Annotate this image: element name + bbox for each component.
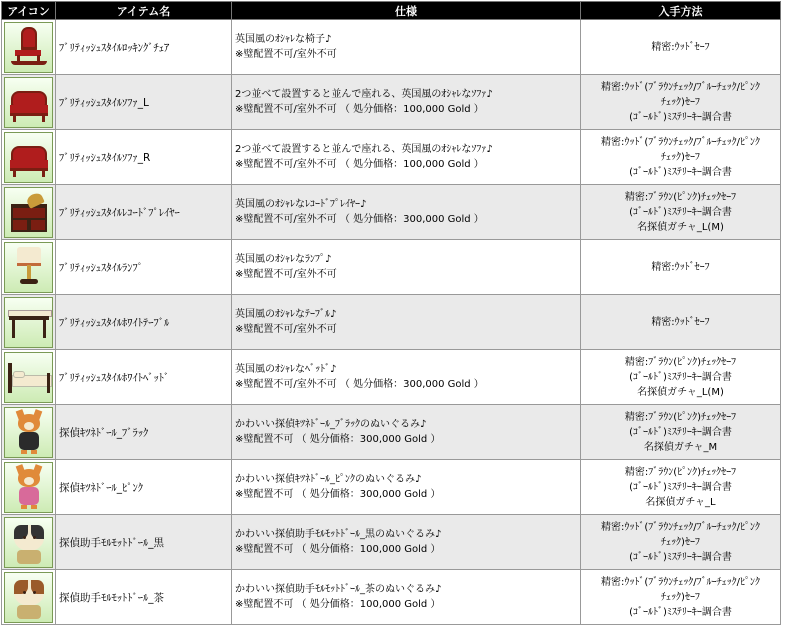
item-obtain — [581, 515, 781, 570]
obtain-line: (ｺﾞｰﾙﾄﾞ)ﾐｽﾃﾘｰｷｰ調合書 — [629, 551, 732, 563]
item-spec — [232, 295, 581, 350]
item-obtain — [581, 240, 781, 295]
spec-line: ※璧配置不可 （ 処分価格：300,000 Gold ） — [235, 434, 441, 445]
table-row — [2, 515, 781, 570]
item-spec — [232, 350, 581, 405]
obtain-line: (ｺﾞｰﾙﾄﾞ)ﾐｽﾃﾘｰｷｰ調合書 — [629, 481, 732, 493]
item-name: 探偵助手ﾓﾙﾓｯﾄﾄﾞｰﾙ_茶 — [56, 570, 232, 625]
header-name: アイテム名 — [56, 2, 232, 20]
item-icon-cell — [2, 75, 56, 130]
item-name: ﾌﾞﾘﾃｨｯｼｭｽﾀｲﾙﾛｯｷﾝｸﾞﾁｪｱ — [56, 20, 232, 75]
obtain-line: 精密:ｳｯﾄﾞｾｰﾌ — [651, 41, 710, 53]
spec-line: ※璧配置不可/室外不可 （ 処分価格：100,000 Gold ） — [235, 159, 484, 170]
table-row — [2, 405, 781, 460]
item-obtain — [581, 130, 781, 185]
spec-line: ※璧配置不可/室外不可 — [235, 269, 337, 280]
obtain-line: 精密:ｳｯﾄﾞ(ﾌﾞﾗｳﾝﾁｪｯｸ/ﾌﾞﾙｰﾁｪｯｸ/ﾋﾟﾝｸ — [600, 521, 760, 533]
table-row — [2, 240, 781, 295]
item-obtain — [581, 460, 781, 515]
item-spec — [232, 405, 581, 460]
item-icon-cell — [2, 405, 56, 460]
spec-line: ※璧配置不可 （ 処分価格：100,000 Gold ） — [235, 544, 441, 555]
item-spec — [232, 20, 581, 75]
obtain-line: (ｺﾞｰﾙﾄﾞ)ﾐｽﾃﾘｰｷｰ調合書 — [629, 206, 732, 218]
item-obtain — [581, 185, 781, 240]
header-spec: 仕様 — [232, 2, 581, 20]
table-row — [2, 295, 781, 350]
table-header-row — [2, 2, 781, 20]
obtain-line: 精密:ﾌﾞﾗｳﾝ(ﾋﾟﾝｸ)ﾁｪｯｸｾｰﾌ — [624, 411, 737, 423]
item-name: 探偵ｷﾂﾈﾄﾞｰﾙ_ﾌﾞﾗｯｸ — [56, 405, 232, 460]
spec-line: かわいい探偵ｷﾂﾈﾄﾞｰﾙ_ﾋﾟﾝｸのぬいぐるみ♪ — [235, 474, 422, 485]
fox-doll-pink-icon — [4, 462, 53, 513]
spec-line: 2つ並べて設置すると並んで座れる、英国風のｵｼｬﾚなｿﾌｧ♪ — [235, 144, 493, 155]
spec-line: 英国風のｵｼｬﾚなﾃｰﾌﾞﾙ♪ — [235, 309, 337, 320]
spec-line: かわいい探偵助手ﾓﾙﾓｯﾄﾄﾞｰﾙ_茶のぬいぐるみ♪ — [235, 584, 442, 595]
spec-line: 英国風のｵｼｬﾚなﾍﾞｯﾄﾞ♪ — [235, 364, 337, 375]
spec-line: 英国風のｵｼｬﾚなﾚｺｰﾄﾞﾌﾟﾚｲﾔｰ♪ — [235, 199, 367, 210]
table-row — [2, 460, 781, 515]
item-spec — [232, 75, 581, 130]
item-name: ﾌﾞﾘﾃｨｯｼｭｽﾀｲﾙﾚｺｰﾄﾞﾌﾟﾚｲﾔｰ — [56, 185, 232, 240]
table-row — [2, 350, 781, 405]
lamp-icon — [4, 242, 53, 293]
obtain-line: ﾁｪｯｸ)ｾｰﾌ — [661, 151, 700, 163]
sofa-icon — [4, 77, 53, 128]
rocking-chair-icon — [4, 22, 53, 73]
item-obtain — [581, 295, 781, 350]
fox-doll-black-icon — [4, 407, 53, 458]
item-spec — [232, 515, 581, 570]
obtain-line: 名探偵ガチャ_L(M) — [637, 221, 724, 233]
obtain-line: (ｺﾞｰﾙﾄﾞ)ﾐｽﾃﾘｰｷｰ調合書 — [629, 111, 732, 123]
spec-line: ※璧配置不可 （ 処分価格：100,000 Gold ） — [235, 599, 441, 610]
spec-line: かわいい探偵ｷﾂﾈﾄﾞｰﾙ_ﾌﾞﾗｯｸのぬいぐるみ♪ — [235, 419, 427, 430]
table-row — [2, 20, 781, 75]
obtain-line: (ｺﾞｰﾙﾄﾞ)ﾐｽﾃﾘｰｷｰ調合書 — [629, 166, 732, 178]
white-table-icon — [4, 297, 53, 348]
item-name: ﾌﾞﾘﾃｨｯｼｭｽﾀｲﾙﾎﾜｲﾄﾍﾞｯﾄﾞ — [56, 350, 232, 405]
obtain-line: 名探偵ガチャ_L — [645, 496, 716, 508]
item-name: 探偵助手ﾓﾙﾓｯﾄﾄﾞｰﾙ_黒 — [56, 515, 232, 570]
item-name: ﾌﾞﾘﾃｨｯｼｭｽﾀｲﾙｿﾌｧ_R — [56, 130, 232, 185]
spec-line: 2つ並べて設置すると並んで座れる、英国風のｵｼｬﾚなｿﾌｧ♪ — [235, 89, 493, 100]
spec-line: ※璧配置不可 （ 処分価格：300,000 Gold ） — [235, 489, 441, 500]
spec-line: ※璧配置不可/室外不可 （ 処分価格：300,000 Gold ） — [235, 214, 484, 225]
table-row — [2, 75, 781, 130]
header-icon: アイコン — [2, 2, 56, 20]
guinea-pig-doll-black-icon — [4, 517, 53, 568]
obtain-line: 精密:ﾌﾞﾗｳﾝ(ﾋﾟﾝｸ)ﾁｪｯｸｾｰﾌ — [624, 466, 737, 478]
item-obtain — [581, 350, 781, 405]
obtain-line: 精密:ﾌﾞﾗｳﾝ(ﾋﾟﾝｸ)ﾁｪｯｸｾｰﾌ — [624, 191, 737, 203]
item-icon-cell — [2, 130, 56, 185]
white-bed-icon — [4, 352, 53, 403]
obtain-line: ﾁｪｯｸ)ｾｰﾌ — [661, 591, 700, 603]
table-row — [2, 130, 781, 185]
item-icon-cell — [2, 515, 56, 570]
obtain-line: 精密:ｳｯﾄﾞｾｰﾌ — [651, 261, 710, 273]
item-spec — [232, 240, 581, 295]
table-row — [2, 185, 781, 240]
spec-line: 英国風のｵｼｬﾚな椅子♪ — [235, 34, 332, 45]
sofa-icon — [4, 132, 53, 183]
item-name: ﾌﾞﾘﾃｨｯｼｭｽﾀｲﾙﾗﾝﾌﾟ — [56, 240, 232, 295]
item-name: 探偵ｷﾂﾈﾄﾞｰﾙ_ﾋﾟﾝｸ — [56, 460, 232, 515]
obtain-line: (ｺﾞｰﾙﾄﾞ)ﾐｽﾃﾘｰｷｰ調合書 — [629, 426, 732, 438]
spec-line: ※璧配置不可/室外不可 — [235, 324, 337, 335]
obtain-line: (ｺﾞｰﾙﾄﾞ)ﾐｽﾃﾘｰｷｰ調合書 — [629, 371, 732, 383]
item-spec — [232, 460, 581, 515]
obtain-line: 精密:ｳｯﾄﾞｾｰﾌ — [651, 316, 710, 328]
obtain-line: 精密:ｳｯﾄﾞ(ﾌﾞﾗｳﾝﾁｪｯｸ/ﾌﾞﾙｰﾁｪｯｸ/ﾋﾟﾝｸ — [600, 576, 760, 588]
item-obtain — [581, 570, 781, 625]
item-spec — [232, 130, 581, 185]
obtain-line: 名探偵ガチャ_M — [643, 441, 718, 453]
item-spec — [232, 570, 581, 625]
item-name: ﾌﾞﾘﾃｨｯｼｭｽﾀｲﾙﾎﾜｲﾄﾃｰﾌﾞﾙ — [56, 295, 232, 350]
item-icon-cell — [2, 295, 56, 350]
item-obtain — [581, 405, 781, 460]
obtain-line: 精密:ｳｯﾄﾞ(ﾌﾞﾗｳﾝﾁｪｯｸ/ﾌﾞﾙｰﾁｪｯｸ/ﾋﾟﾝｸ — [600, 81, 760, 93]
item-icon-cell — [2, 350, 56, 405]
item-icon-cell — [2, 240, 56, 295]
item-spec — [232, 185, 581, 240]
guinea-pig-doll-brown-icon — [4, 572, 53, 623]
item-name: ﾌﾞﾘﾃｨｯｼｭｽﾀｲﾙｿﾌｧ_L — [56, 75, 232, 130]
table-row — [2, 570, 781, 625]
item-icon-cell — [2, 570, 56, 625]
item-obtain — [581, 75, 781, 130]
obtain-line: 精密:ｳｯﾄﾞ(ﾌﾞﾗｳﾝﾁｪｯｸ/ﾌﾞﾙｰﾁｪｯｸ/ﾋﾟﾝｸ — [600, 136, 760, 148]
record-player-icon — [4, 187, 53, 238]
item-icon-cell — [2, 460, 56, 515]
spec-line: かわいい探偵助手ﾓﾙﾓｯﾄﾄﾞｰﾙ_黒のぬいぐるみ♪ — [235, 529, 442, 540]
spec-line: ※璧配置不可/室外不可 （ 処分価格：300,000 Gold ） — [235, 379, 484, 390]
header-obtain: 入手方法 — [581, 2, 781, 20]
obtain-line: (ｺﾞｰﾙﾄﾞ)ﾐｽﾃﾘｰｷｰ調合書 — [629, 606, 732, 618]
obtain-line: 名探偵ガチャ_L(M) — [637, 386, 724, 398]
spec-line: ※璧配置不可/室外不可 — [235, 49, 337, 60]
spec-line: ※璧配置不可/室外不可 （ 処分価格：100,000 Gold ） — [235, 104, 484, 115]
item-icon-cell — [2, 185, 56, 240]
item-icon-cell — [2, 20, 56, 75]
spec-line: 英国風のｵｼｬﾚなﾗﾝﾌﾟ♪ — [235, 254, 332, 265]
item-table — [1, 1, 781, 625]
obtain-line: ﾁｪｯｸ)ｾｰﾌ — [661, 96, 700, 108]
item-obtain — [581, 20, 781, 75]
table-body — [2, 20, 781, 625]
obtain-line: ﾁｪｯｸ)ｾｰﾌ — [661, 536, 700, 548]
obtain-line: 精密:ﾌﾞﾗｳﾝ(ﾋﾟﾝｸ)ﾁｪｯｸｾｰﾌ — [624, 356, 737, 368]
